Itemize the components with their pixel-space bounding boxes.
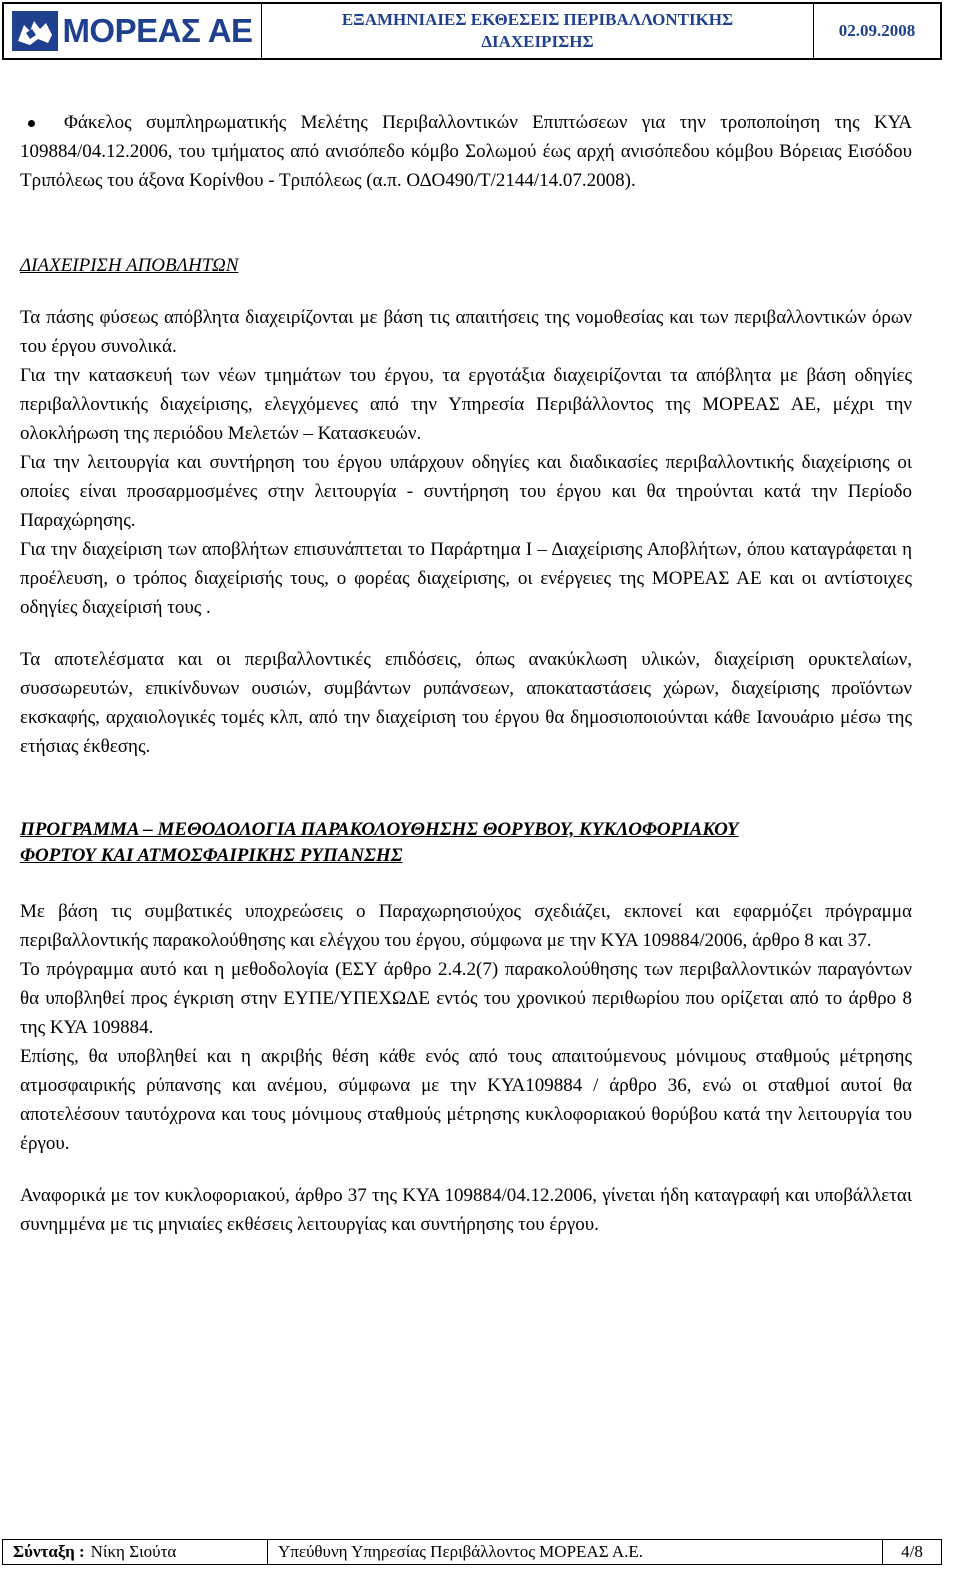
footer-author (3, 1540, 268, 1564)
page-number: 4/8 (901, 1542, 923, 1561)
paragraph: Με βάση τις συμβατικές υποχρεώσεις ο Παραχωρησιούχος σχεδιάζει, εκπονεί και εφαρμόζει πρόγραμμα περιβαλλοντικής παρακολούθησης και ελέγχου του έργου, σύμφωνα με την ΚΥΑ 109884/2006, άρθρο 8 και 37. (20, 901, 912, 951)
paragraph: Τα πάσης φύσεως απόβλητα διαχειρίζονται με βάση τις απαιτήσεις της νομοθεσίας και των περιβαλλοντικών όρων του έργου συνολικά. (20, 307, 912, 357)
section-heading-monitoring (20, 817, 912, 869)
footer-page-number (883, 1540, 941, 1564)
logo-cell (4, 4, 262, 58)
document-title (262, 4, 814, 58)
logo-text: ΜΟΡΕΑΣ ΑΕ (62, 12, 253, 49)
paragraph: Το πρόγραμμα αυτό και η μεθοδολογία (ΕΣΥ άρθρο 2.4.2(7) παρακολούθησης των περιβαλλοντικών παραγόντων θα υποβληθεί προς έγκριση στην ΕΥΠΕ/ΥΠΕΧΩΔΕ εντός του χρονικού περιθωρίου που ορίζεται από το άρθρο 8 της ΚΥΑ 109884. (20, 959, 912, 1038)
paragraph: Τα αποτελέσματα και οι περιβαλλοντικές επιδόσεις, όπως ανακύκλωση υλικών, διαχείριση ορυκτελαίων, συσσωρευτών, επικίνδυνων ουσιών, συμβάντων ρυπάνσεων, αποκαταστάσεις χώρων, διαχείρισης προϊόντων εκσκαφής, αρχαιολογικές τομές κλπ, από την διαχείριση του έργου θα δημοσιοποιούνται κάθε Ιανουάριο μέσω της ετήσιας έκθεσης. (20, 649, 912, 757)
logo-emblem-icon (12, 11, 58, 51)
author-label: Σύνταξη : (13, 1542, 85, 1561)
title-line-2: ΔΙΑΧΕΙΡΙΣΗΣ (481, 32, 594, 51)
author-name: Νίκη Σιούτα (90, 1542, 177, 1561)
section-heading-waste: ΔΙΑΧΕΙΡΙΣΗ ΑΠΟΒΛΗΤΩΝ (20, 255, 239, 276)
paragraph: Επίσης, θα υποβληθεί και η ακριβής θέση κάθε ενός από τους απαιτούμενους μόνιμους σταθμούς μέτρησης ατμοσφαιρικής ρύπανσης και ανέμου, σύμφωνα με την ΚΥΑ109884 / άρθρο 36, ενώ οι σταθμοί αυτοί θα αποτελέσουν ταυτόχρονα και τους μόνιμους σταθμούς μέτρησης κυκλοφοριακού θορύβου κατά την λειτουργία του έργου. (20, 1046, 912, 1154)
company-logo (12, 11, 252, 51)
heading-line-1: ΠΡΟΓΡΑΜΜΑ – ΜΕΘΟΔΟΛΟΓΙΑ ΠΑΡΑΚΟΛΟΥΘΗΣΗΣ ΘΟΡΥΒΟΥ, ΚΥΚΛΟΦΟΡΙΑΚΟΥ (20, 819, 739, 840)
bullet-text: Φάκελος συμπληρωματικής Μελέτης Περιβαλλοντικών Επιπτώσεων για την τροποποίηση της ΚΥΑ 109884/04.12.2006, του τμήματος από ανισόπεδο κόμβο Σολωμού έως αρχή ανισόπεδου κόμβου Βόρειας Εισόδου Τριπόλεως του άξονα Κορίνθου - Τριπόλεως (α.π. ΟΔΟ490/Τ/2144/14.07.2008). (20, 112, 912, 191)
page-footer (2, 1539, 942, 1565)
paragraph: Για την λειτουργία και συντήρηση του έργου υπάρχουν οδηγίες και διαδικασίες περιβαλλοντικής διαχείρισης οι οποίες είναι προσαρμοσμένες στην λειτουργία - συντήρηση του έργου και θα τηρούνται κατά την Περίοδο Παραχώρησης. (20, 452, 912, 531)
paragraph: Για την κατασκευή των νέων τμημάτων του έργου, τα εργοτάξια διαχειρίζονται τα απόβλητα με βάση οδηγίες περιβαλλοντικής διαχείρισης, ελεγχόμενες από την Υπηρεσία Περιβάλλοντος της ΜΟΡΕΑΣ ΑΕ, μέχρι την ολοκλήρωση της περιόδου Μελετών – Κατασκευών. (20, 365, 912, 444)
bullet-icon (28, 120, 35, 127)
document-body (20, 108, 912, 1239)
document-date (814, 4, 940, 58)
heading-line-2: ΦΟΡΤΟΥ ΚΑΙ ΑΤΜΟΣΦΑΙΡΙΚΗΣ ΡΥΠΑΝΣΗΣ (20, 845, 403, 866)
footer-department (268, 1540, 883, 1564)
date-text: 02.09.2008 (838, 21, 916, 40)
bullet-item (20, 108, 912, 195)
title-line-1: ΕΞΑΜΗΝΙΑΙΕΣ ΕΚΘΕΣΕΙΣ ΠΕΡΙΒΑΛΛΟΝΤΙΚΗΣ (341, 10, 734, 29)
paragraph: Για την διαχείριση των αποβλήτων επισυνάπτεται το Παράρτημα Ι – Διαχείρισης Αποβλήτων, όπου καταγράφεται η προέλευση, ο τρόπος διαχείρισής τους, ο φορέας διαχείρισης, οι ενέργειες της ΜΟΡΕΑΣ ΑΕ και οι αντίστοιχες οδηγίες διαχείρισή τους . (20, 539, 912, 618)
department-text: Υπεύθυνη Υπηρεσίας Περιβάλλοντος ΜΟΡΕΑΣ Α.Ε. (278, 1542, 644, 1561)
page-header (2, 2, 942, 60)
paragraph: Αναφορικά με τον κυκλοφοριακού, άρθρο 37 της ΚΥΑ 109884/04.12.2006, γίνεται ήδη καταγραφή και υποβάλλεται συνημμένα με τις μηνιαίες εκθέσεις λειτουργίας και συντήρησης του έργου. (20, 1185, 912, 1235)
